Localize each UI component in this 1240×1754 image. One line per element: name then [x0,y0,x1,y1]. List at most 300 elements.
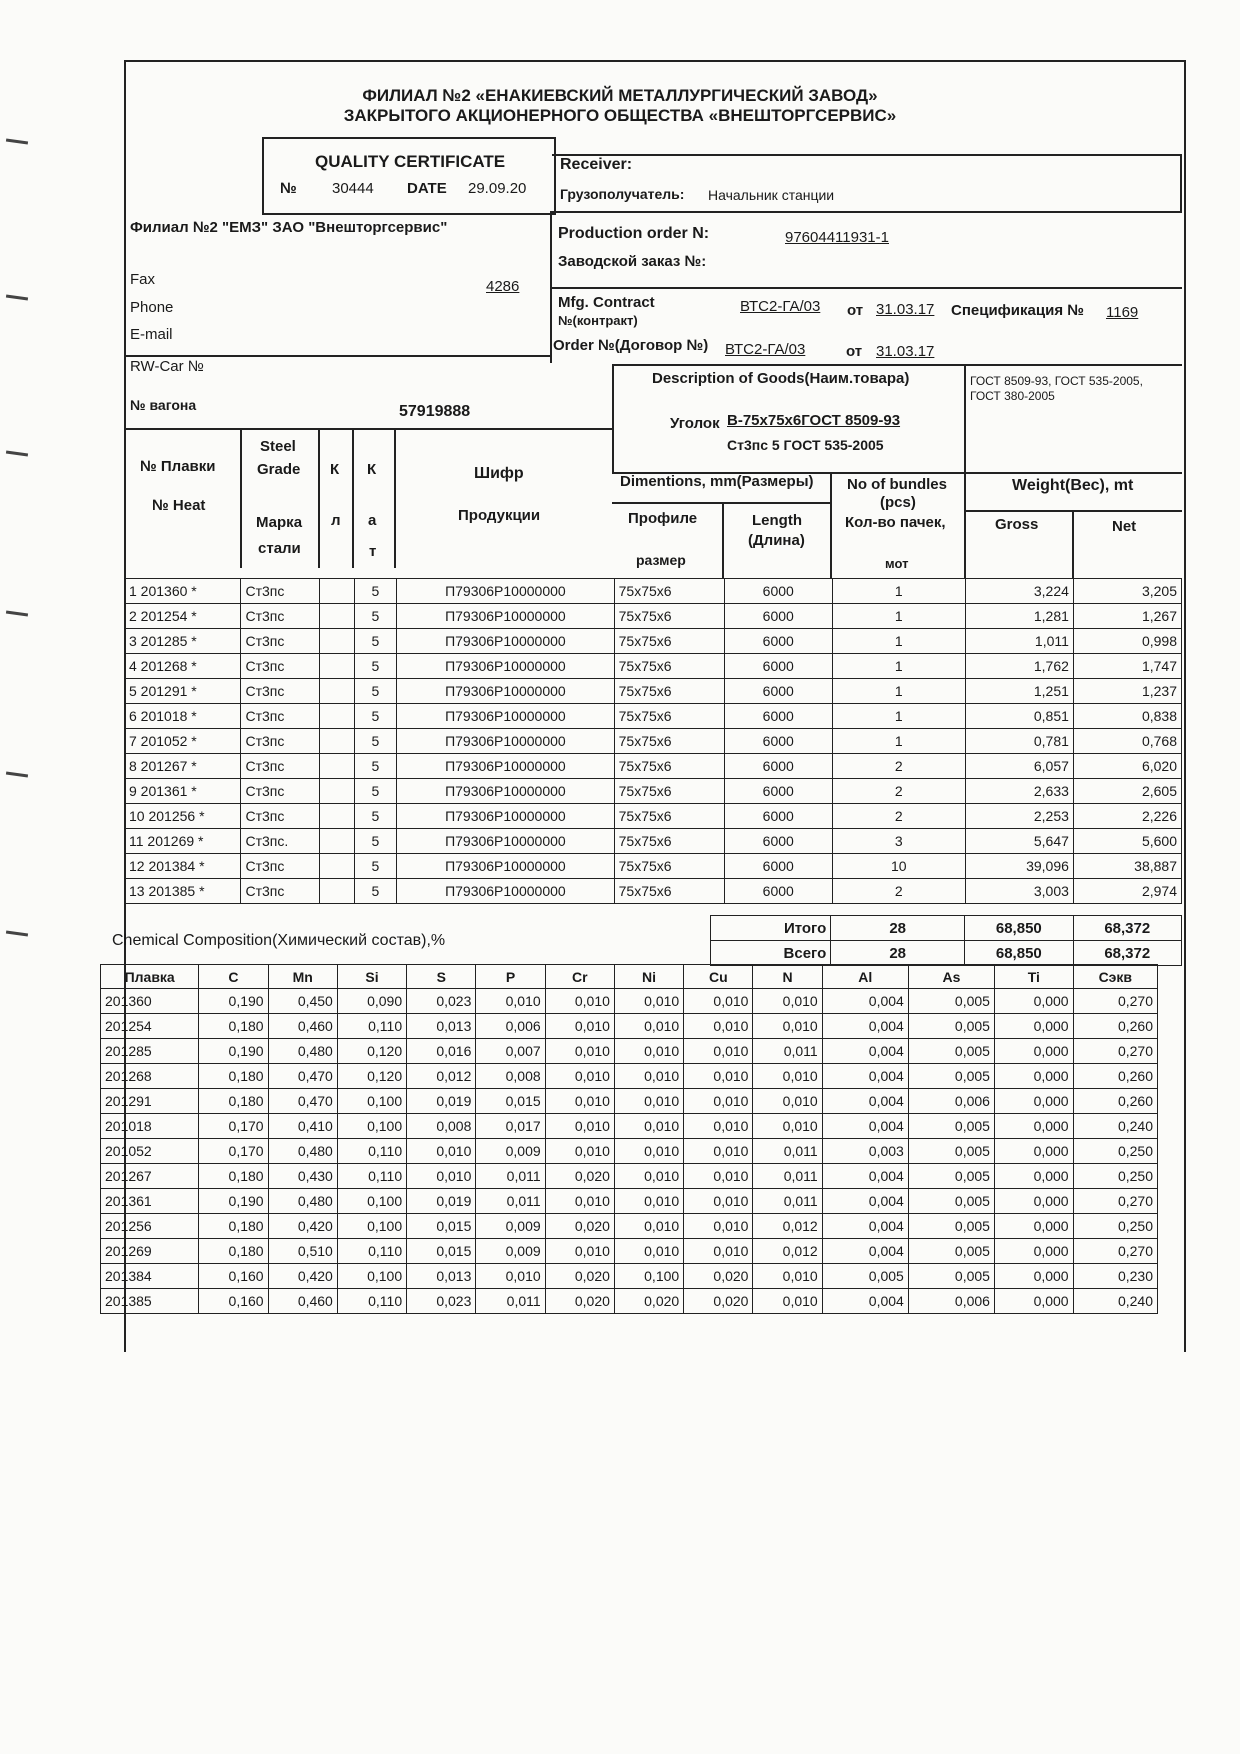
chem-value-cell: 0,004 [822,1039,908,1064]
chem-value-cell: 0,004 [822,1214,908,1239]
length-cell: 6000 [724,654,832,679]
chem-value-cell: 0,460 [268,1014,337,1039]
chem-value-cell: 0,006 [908,1089,994,1114]
chem-value-cell: 0,010 [684,1239,753,1264]
chem-row [101,1039,1158,1064]
chem-value-cell: 0,000 [994,989,1073,1014]
kl-cell [320,729,355,754]
length-cell: 6000 [724,729,832,754]
chem-value-cell: 0,005 [908,989,994,1014]
scan-mark [6,138,28,144]
chem-value-cell: 0,005 [908,1014,994,1039]
profile-cell: 75x75x6 [614,829,724,854]
chem-value-cell: 0,510 [268,1239,337,1264]
chem-row [101,1239,1158,1264]
chem-value-cell: 0,016 [407,1039,476,1064]
chem-value-cell: 0,000 [994,1289,1073,1314]
chem-value-cell: 0,020 [684,1289,753,1314]
chem-value-cell: 0,005 [908,1039,994,1064]
net-cell: 1,237 [1073,679,1181,704]
chem-value-cell: 0,010 [614,1064,683,1089]
chem-row [101,1064,1158,1089]
chem-value-cell: 0,240 [1073,1114,1157,1139]
chem-value-cell: 0,180 [199,1214,268,1239]
chem-value-cell: 0,011 [753,1039,822,1064]
chem-value-cell: 0,005 [908,1264,994,1289]
code-cell: П79306Р10000000 [397,729,615,754]
consignee-value: Начальник станции [708,187,835,203]
col-bundles-2: (pcs) [880,494,916,511]
col-kat-1: К [367,461,377,478]
totals-net: 68,372 [1073,916,1181,941]
heat-cell: 7 201052 * [125,729,241,754]
chem-value-cell: 0,004 [822,1189,908,1214]
kl-cell [320,854,355,879]
chem-value-cell: 0,270 [1073,989,1157,1014]
chem-value-cell: 0,010 [545,989,614,1014]
chem-value-cell: 0,004 [822,989,908,1014]
chem-heat-cell: 201269 [101,1239,199,1264]
chem-value-cell: 0,000 [994,1064,1073,1089]
chem-value-cell: 0,011 [753,1189,822,1214]
chem-header-cell: P [476,965,545,989]
chem-header-cell: Ti [994,965,1073,989]
totals-row [711,941,1182,966]
chem-value-cell: 0,010 [753,1014,822,1039]
length-cell: 6000 [724,629,832,654]
chem-row [101,1289,1158,1314]
chem-value-cell: 0,011 [476,1289,545,1314]
length-cell: 6000 [724,829,832,854]
bundles-cell: 1 [832,654,965,679]
grade-cell: Ст3пс [241,854,320,879]
kl-cell [320,679,355,704]
totals-gross: 68,850 [965,941,1073,966]
chem-heat-cell: 201254 [101,1014,199,1039]
chem-value-cell: 0,010 [753,1289,822,1314]
grade-cell: Ст3пс [241,704,320,729]
code-cell: П79306Р10000000 [397,654,615,679]
chem-value-cell: 0,000 [994,1039,1073,1064]
chem-header-cell: Сэкв [1073,965,1157,989]
chem-value-cell: 0,010 [684,1189,753,1214]
divider [830,472,832,578]
chem-value-cell: 0,004 [822,1164,908,1189]
table-row [125,604,1182,629]
code-cell: П79306Р10000000 [397,629,615,654]
fax-label: Fax [130,271,156,288]
heat-cell: 1 201360 * [125,579,241,604]
chem-value-cell: 0,420 [268,1264,337,1289]
kat-cell: 5 [354,604,397,629]
chem-header-cell: Ni [614,965,683,989]
col-dims: Dimentions, mm(Размеры) [620,473,814,490]
profile-cell: 75x75x6 [614,854,724,879]
gross-cell: 1,281 [965,604,1073,629]
kl-cell [320,804,355,829]
kl-cell [320,704,355,729]
chem-value-cell: 0,005 [908,1189,994,1214]
table-row [125,804,1182,829]
chem-value-cell: 0,013 [407,1014,476,1039]
table-row [125,754,1182,779]
gross-cell: 1,251 [965,679,1073,704]
chem-value-cell: 0,160 [199,1289,268,1314]
heat-cell: 13 201385 * [125,879,241,904]
chem-heat-cell: 201267 [101,1164,199,1189]
table-row [125,704,1182,729]
col-kl-1: К [330,461,340,478]
chem-value-cell: 0,005 [822,1264,908,1289]
chem-heat-cell: 201361 [101,1189,199,1214]
code-cell: П79306Р10000000 [397,779,615,804]
kl-cell [320,779,355,804]
chem-value-cell: 0,005 [908,1114,994,1139]
length-cell: 6000 [724,854,832,879]
heat-cell: 12 201384 * [125,854,241,879]
chem-value-cell: 0,003 [822,1139,908,1164]
chem-value-cell: 0,160 [199,1264,268,1289]
chem-value-cell: 0,010 [753,1089,822,1114]
chem-value-cell: 0,008 [476,1064,545,1089]
sender-name: Филиал №2 "ЕМЗ" ЗАО "Внешторгсервис" [130,219,448,236]
length-cell: 6000 [724,579,832,604]
production-order-value: 97604411931-1 [785,229,889,246]
certificate-date-label: DATE [407,180,447,197]
order-label: Order №(Договор №) [553,337,709,354]
divider [722,502,724,578]
kat-cell: 5 [354,754,397,779]
goods-grade-line: Ст3пс 5 ГОСТ 535-2005 [727,437,884,453]
chem-value-cell: 0,190 [199,1039,268,1064]
chem-value-cell: 0,010 [476,989,545,1014]
scan-mark [6,771,28,777]
chem-value-cell: 0,010 [684,989,753,1014]
kl-cell [320,879,355,904]
net-cell: 2,605 [1073,779,1181,804]
grade-cell: Ст3пс. [241,829,320,854]
chem-value-cell: 0,000 [994,1214,1073,1239]
profile-cell: 75x75x6 [614,779,724,804]
kl-cell [320,579,355,604]
chem-value-cell: 0,000 [994,1189,1073,1214]
length-cell: 6000 [724,804,832,829]
bundles-cell: 2 [832,754,965,779]
chem-value-cell: 0,005 [908,1214,994,1239]
length-cell: 6000 [724,779,832,804]
chem-value-cell: 0,004 [822,1014,908,1039]
chem-value-cell: 0,190 [199,989,268,1014]
chem-value-cell: 0,011 [753,1139,822,1164]
chem-value-cell: 0,100 [337,1114,406,1139]
chem-row [101,989,1158,1014]
chem-value-cell: 0,010 [545,1139,614,1164]
kl-cell [320,654,355,679]
length-cell: 6000 [724,679,832,704]
chem-value-cell: 0,010 [407,1139,476,1164]
chem-row [101,1014,1158,1039]
heat-cell: 3 201285 * [125,629,241,654]
divider [394,428,396,568]
factory-order-label: Заводской заказ №: [558,253,707,270]
chem-value-cell: 0,012 [753,1239,822,1264]
divider [612,502,830,504]
gross-cell: 0,781 [965,729,1073,754]
mfg-contract-label: Mfg. Contract [558,294,655,311]
code-cell: П79306Р10000000 [397,754,615,779]
length-cell: 6000 [724,879,832,904]
chem-value-cell: 0,004 [822,1239,908,1264]
mfg-contract-date: 31.03.17 [876,301,935,318]
code-cell: П79306Р10000000 [397,804,615,829]
chem-value-cell: 0,250 [1073,1214,1157,1239]
chem-value-cell: 0,020 [545,1289,614,1314]
chem-value-cell: 0,010 [545,1089,614,1114]
grade-cell: Ст3пс [241,779,320,804]
col-code-1: Шифр [474,465,524,482]
chem-value-cell: 0,004 [822,1064,908,1089]
chem-value-cell: 0,010 [614,1189,683,1214]
divider [552,211,1182,213]
chem-value-cell: 0,000 [994,1139,1073,1164]
chem-value-cell: 0,010 [684,1014,753,1039]
net-cell: 6,020 [1073,754,1181,779]
chem-value-cell: 0,110 [337,1139,406,1164]
chem-value-cell: 0,020 [684,1264,753,1289]
gross-cell: 5,647 [965,829,1073,854]
heat-cell: 6 201018 * [125,704,241,729]
chem-value-cell: 0,010 [614,1164,683,1189]
grade-cell: Ст3пс [241,804,320,829]
chem-header-cell: C [199,965,268,989]
table-row [125,679,1182,704]
chem-value-cell: 0,010 [684,1214,753,1239]
chem-value-cell: 0,420 [268,1214,337,1239]
chem-header-cell: Mn [268,965,337,989]
chem-value-cell: 0,023 [407,1289,476,1314]
kat-cell: 5 [354,579,397,604]
gross-cell: 1,011 [965,629,1073,654]
chem-value-cell: 0,010 [614,1139,683,1164]
chem-value-cell: 0,100 [337,1189,406,1214]
chem-value-cell: 0,010 [545,1064,614,1089]
chem-value-cell: 0,170 [199,1139,268,1164]
chem-value-cell: 0,460 [268,1289,337,1314]
order-value: ВТС2-ГА/03 [725,341,806,358]
chem-value-cell: 0,000 [994,1114,1073,1139]
chem-value-cell: 0,480 [268,1189,337,1214]
chem-value-cell: 0,410 [268,1114,337,1139]
heat-cell: 10 201256 * [125,804,241,829]
chem-value-cell: 0,015 [407,1214,476,1239]
divider [964,472,966,578]
gross-cell: 3,003 [965,879,1073,904]
rw-car-label: RW-Car № [130,358,204,375]
chem-value-cell: 0,010 [614,1039,683,1064]
net-cell: 2,974 [1073,879,1181,904]
totals-label: Всего [711,941,831,966]
chem-value-cell: 0,005 [908,1139,994,1164]
code-cell: П79306Р10000000 [397,829,615,854]
kl-cell [320,629,355,654]
kat-cell: 5 [354,654,397,679]
divider [552,287,1182,289]
grade-cell: Ст3пс [241,729,320,754]
chem-value-cell: 0,000 [994,1239,1073,1264]
certificate-title: QUALITY CERTIFICATE [315,152,506,171]
chem-header-row [101,965,1158,989]
table-row [125,729,1182,754]
goods-name: В-75x75x6ГОСТ 8509-93 [727,412,901,429]
heat-cell: 2 201254 * [125,604,241,629]
gross-cell: 2,253 [965,804,1073,829]
col-profile-1: Профиле [628,510,698,527]
chem-value-cell: 0,260 [1073,1089,1157,1114]
totals-gross: 68,850 [965,916,1073,941]
chem-value-cell: 0,005 [908,1239,994,1264]
chem-header-cell: S [407,965,476,989]
chem-value-cell: 0,009 [476,1214,545,1239]
chem-heat-cell: 201268 [101,1064,199,1089]
chem-value-cell: 0,430 [268,1164,337,1189]
chem-value-cell: 0,180 [199,1089,268,1114]
chem-value-cell: 0,020 [545,1164,614,1189]
chem-value-cell: 0,004 [822,1289,908,1314]
receiver-label: Receiver: [560,156,633,173]
chem-value-cell: 0,020 [545,1264,614,1289]
divider [240,428,242,568]
chem-value-cell: 0,170 [199,1114,268,1139]
kl-cell [320,604,355,629]
receiver-box [552,154,1182,213]
bundles-cell: 2 [832,879,965,904]
chem-value-cell: 0,012 [753,1214,822,1239]
kl-cell [320,829,355,854]
divider [352,428,354,568]
profile-cell: 75x75x6 [614,804,724,829]
chem-heat-cell: 201360 [101,989,199,1014]
chem-row [101,1189,1158,1214]
chem-value-cell: 0,000 [994,1264,1073,1289]
bundles-cell: 2 [832,804,965,829]
kat-cell: 5 [354,804,397,829]
chem-value-cell: 0,010 [684,1114,753,1139]
table-row [125,879,1182,904]
chem-value-cell: 0,006 [908,1289,994,1314]
chem-value-cell: 0,010 [614,1089,683,1114]
col-length-2: (Длина) [748,532,805,549]
divider [124,355,552,357]
length-cell: 6000 [724,704,832,729]
totals-net: 68,372 [1073,941,1181,966]
grade-cell: Ст3пс [241,629,320,654]
chem-value-cell: 0,013 [407,1264,476,1289]
divider [124,428,612,430]
chem-value-cell: 0,010 [545,1239,614,1264]
production-order-label: Production order N: [558,225,710,242]
chem-value-cell: 0,010 [545,1189,614,1214]
scan-mark [6,294,28,300]
order-from-label: от [846,343,863,360]
chem-value-cell: 0,000 [994,1164,1073,1189]
chem-value-cell: 0,011 [476,1189,545,1214]
gross-cell: 39,096 [965,854,1073,879]
spec-value: 1169 [1106,304,1139,321]
table-row [125,829,1182,854]
company-line-2: ЗАКРЫТОГО АКЦИОНЕРНОГО ОБЩЕСТВА «ВНЕШТОРГСЕРВИС» [343,106,897,125]
chem-value-cell: 0,010 [614,1114,683,1139]
chem-value-cell: 0,010 [753,1264,822,1289]
net-cell: 3,205 [1073,579,1181,604]
net-cell: 5,600 [1073,829,1181,854]
profile-cell: 75x75x6 [614,679,724,704]
col-kl-2: л [331,512,341,529]
chem-value-cell: 0,010 [753,1114,822,1139]
gross-cell: 3,224 [965,579,1073,604]
gross-cell: 1,762 [965,654,1073,679]
chem-value-cell: 0,004 [822,1089,908,1114]
profile-cell: 75x75x6 [614,704,724,729]
chem-value-cell: 0,450 [268,989,337,1014]
chem-value-cell: 0,110 [337,1014,406,1039]
col-steel-1: Steel [260,438,296,455]
divider [612,364,614,474]
chem-value-cell: 0,260 [1073,1014,1157,1039]
grade-cell: Ст3пс [241,879,320,904]
certificate-no-label: № [280,180,297,197]
grade-cell: Ст3пс [241,654,320,679]
kat-cell: 5 [354,829,397,854]
chem-value-cell: 0,110 [337,1164,406,1189]
gost-standards: ГОСТ 8509-93, ГОСТ 535-2005, ГОСТ 380-2005 [970,374,1143,403]
totals-table [710,915,1182,966]
chem-value-cell: 0,020 [545,1214,614,1239]
chem-value-cell: 0,017 [476,1114,545,1139]
col-heat-1: № Плавки [140,458,216,475]
chem-value-cell: 0,009 [476,1139,545,1164]
length-cell: 6000 [724,604,832,629]
bundles-cell: 1 [832,604,965,629]
chem-value-cell: 0,010 [684,1039,753,1064]
chem-value-cell: 0,120 [337,1039,406,1064]
kat-cell: 5 [354,779,397,804]
gross-cell: 6,057 [965,754,1073,779]
chemical-composition-table [100,964,1158,1314]
net-cell: 0,768 [1073,729,1181,754]
code-cell: П79306Р10000000 [397,854,615,879]
col-bundles-4: мот [885,556,909,571]
items-table [124,578,1182,904]
chem-value-cell: 0,120 [337,1064,406,1089]
net-cell: 1,267 [1073,604,1181,629]
col-kat-3: т [369,543,377,560]
col-bundles-1: No of bundles [847,476,947,493]
chem-value-cell: 0,240 [1073,1289,1157,1314]
chem-row [101,1164,1158,1189]
chem-heat-cell: 201291 [101,1089,199,1114]
chem-value-cell: 0,019 [407,1189,476,1214]
chem-value-cell: 0,005 [908,1164,994,1189]
profile-cell: 75x75x6 [614,654,724,679]
profile-cell: 75x75x6 [614,579,724,604]
goods-name-prefix: Уголок [670,415,720,432]
kl-cell [320,754,355,779]
certificate-date: 29.09.20 [468,180,527,197]
chem-value-cell: 0,270 [1073,1239,1157,1264]
chem-heat-cell: 201052 [101,1139,199,1164]
chem-value-cell: 0,005 [908,1064,994,1089]
chem-header-cell: N [753,965,822,989]
